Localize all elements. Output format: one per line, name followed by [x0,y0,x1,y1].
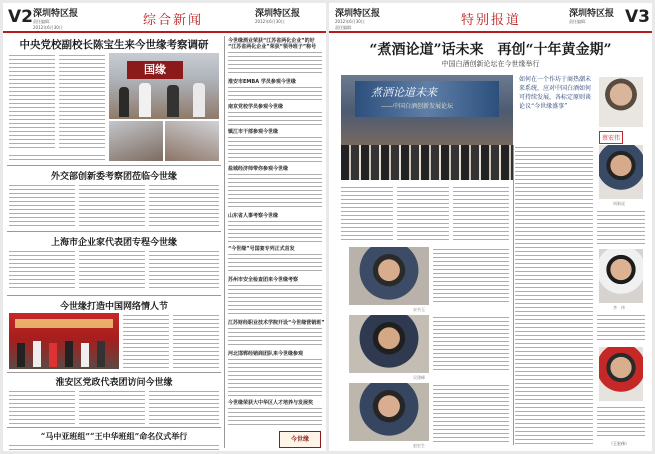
sub-headline: 中国白酒创新论坛在今世缘举行 [441,60,540,68]
edition-info: 责任编辑： [335,25,355,30]
article-text [453,185,509,241]
article-text [397,185,449,241]
brief-headline: 山东省人事考察今世缘 [228,213,279,219]
news-photo [109,53,219,119]
section-title: 特别报道 [461,13,522,28]
page-header [3,3,326,33]
portrait-photo [349,315,429,373]
article-text [597,405,645,439]
section-title: 综合新闻 [143,13,204,28]
brief-headline: “今世缘”号国宴专列正式首发 [228,246,295,252]
article-text [9,53,55,149]
advertisement [279,431,321,448]
article-text [149,249,219,291]
news-photo [109,121,163,161]
brief-headline: 今世缘酒业荣获“江苏省两化企业”的好 [228,38,315,44]
stage-banner-subtitle: ——中国白酒创新发展论坛 [381,103,454,110]
photo-caption: 吴建峰 [413,375,425,380]
brand-board: 国缘 [127,61,183,79]
portrait-photo [599,77,643,127]
article-text [149,183,219,227]
right-newspaper-page [329,3,652,451]
article-text [9,153,105,161]
portrait-photo [349,383,429,441]
brief-headline: “江苏省两化企业”荣获“领导班子”称号 [228,44,317,50]
headline: “马中亚班组”“王中华班组”命名仪式举行 [40,431,188,441]
article-text [433,315,509,373]
portrait-photo [599,347,643,401]
brief-text [228,326,322,348]
portrait-photo [599,249,643,303]
brief-text [228,406,322,428]
article-text [9,389,75,425]
article-text [341,185,393,241]
headline: 上海市企业家代表团专程今世缘 [50,238,177,248]
brief-text [228,219,322,243]
article-text [173,313,219,369]
brief-headline: 南京党校学员参观今世缘 [228,104,284,110]
lead-headline: 中央党校副校长陈宝生来今世缘考察调研 [19,39,209,51]
page-number: V2 [8,7,33,27]
name-tag: 蔡宏伟 [599,131,623,144]
brief-headline: 江苏财经职业技术学院开设“今世缘营销班” [228,320,325,326]
left-newspaper-page [3,3,326,451]
article-text [79,389,145,425]
issue-date: 2012年6月30日 [33,25,63,30]
photo-caption: 赵宏生 [413,443,425,448]
brief-text [228,172,322,210]
author-note: （王宏伟） [609,441,629,446]
article-text [597,313,645,343]
portrait-photo [599,145,643,199]
news-photo [165,121,219,161]
issue-date: 2012年6月30日 [335,19,365,24]
page-header [329,3,652,33]
brief-headline: 盐城经济师带你参观今世缘 [228,166,289,172]
issue-date-right: 2012年6月30日 [255,19,285,24]
masthead: 深圳特区报 [335,9,381,19]
headline: 今世缘打造中国网络情人节 [59,302,168,312]
article-text [433,383,509,445]
brief-text [228,135,322,163]
pull-quote: 如何在一个作坊于商热潮未来系统，应对中国白酒如何可持续发展，各标定原则谈论议“今世缘盛事” [519,76,592,110]
masthead-right: 深圳特区报 [569,9,615,19]
news-photo [9,313,119,369]
photo-caption: 李 伟 [613,305,625,310]
headline: 淮安区党政代表团访问今世缘 [55,378,173,388]
edition-info-right: 责任编辑： [569,19,589,24]
article-text [59,53,105,149]
main-headline: “煮酒论道”话未来 再创“十年黄金期” [369,42,612,58]
article-text [597,209,645,245]
masthead-right: 深圳特区报 [255,9,301,19]
brief-text [228,283,322,317]
brief-headline: 今世缘荣获大中华区人才培养与发展奖 [228,400,314,406]
brief-text [228,85,322,101]
article-text [9,249,75,291]
photo-caption: 周新虎 [613,201,625,206]
stage-banner-title: 煮酒论道未来 [371,86,437,99]
edition-info: 责任编辑： [33,19,53,24]
brief-headline: 淮安市EMBA 学员参观今世缘 [228,79,296,85]
photo-caption: 宋书玉 [413,307,425,312]
article-text [433,247,509,305]
brief-text [228,50,322,76]
page-number: V3 [625,7,650,27]
ad-label: 今世缘 [290,436,309,443]
brief-text [228,110,322,126]
brief-headline: 苏州市安全检查团来今世缘考察 [228,277,299,283]
article-text [515,145,593,445]
brief-headline: 河北邯郸经销商团队来今世缘参观 [228,351,304,357]
portrait-photo [349,247,429,305]
article-text [79,249,145,291]
brief-text [228,357,322,397]
article-text [123,313,169,369]
brief-text [228,252,322,274]
article-text [79,183,145,227]
forum-photo [341,75,513,180]
brief-headline: 镇江市干部参观今世缘 [228,129,279,135]
masthead: 深圳特区报 [33,9,79,19]
headline: 外交部创新委考察团莅临今世缘 [50,172,177,182]
article-text [149,389,219,425]
article-text [9,183,75,227]
article-text [9,443,219,451]
